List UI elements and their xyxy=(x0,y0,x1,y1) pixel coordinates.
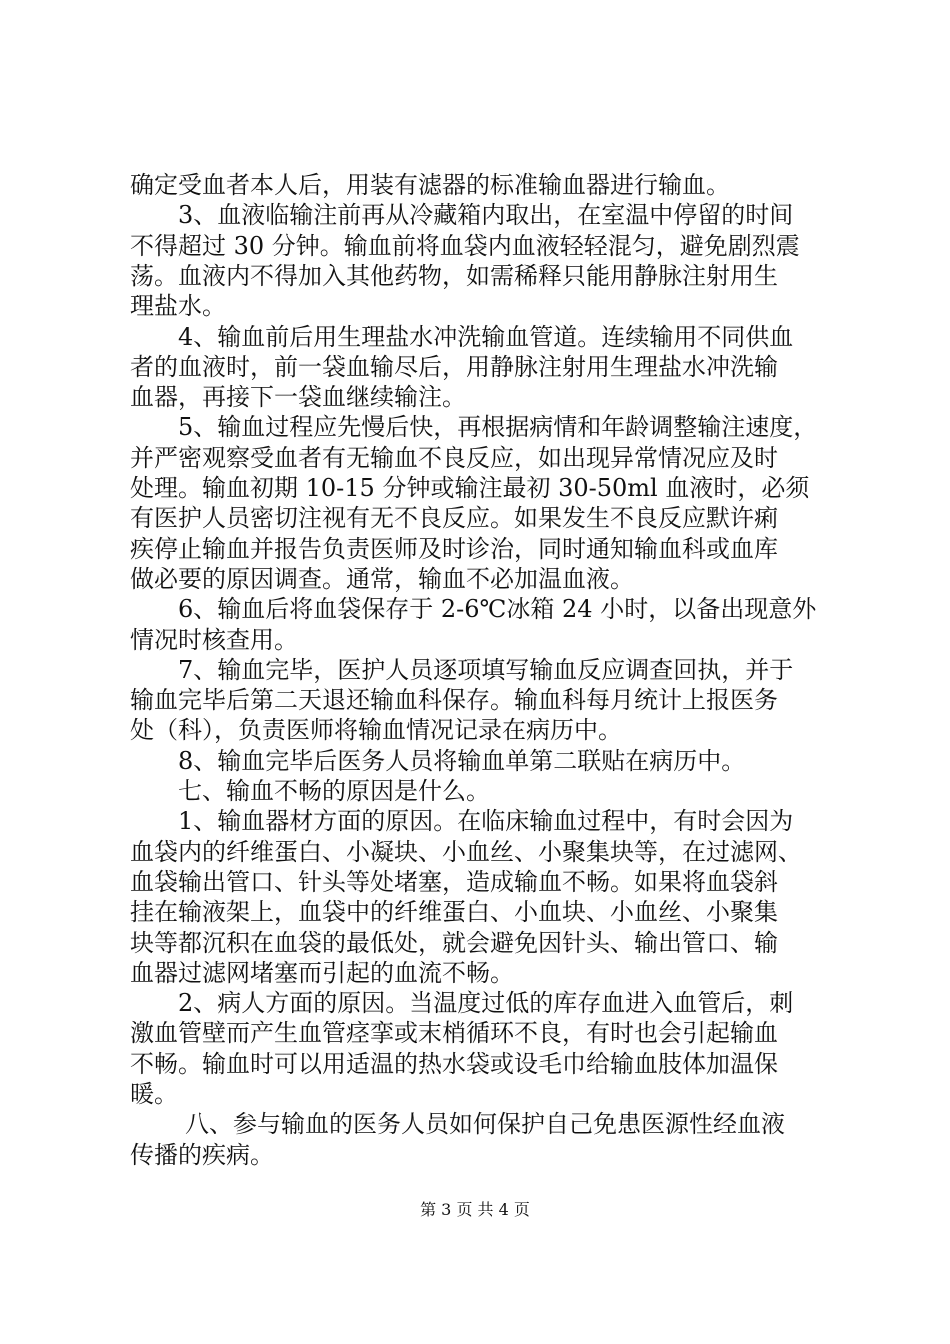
text-line: 荡。血液内不得加入其他药物，如需稀释只能用静脉注射用生 xyxy=(130,261,778,290)
text-line: 确定受血者本人后，用装有滤器的标准输血器进行输血。 xyxy=(130,171,730,199)
text-line: 块等都沉积在血袋的最低处，就会避免因针头、输出管口、输 xyxy=(130,928,778,957)
section-heading: 八、参与输血的医务人员如何保护自己免患医源性经血液 xyxy=(185,1110,785,1139)
text-line: 5、输血过程应先慢后快，再根据病情和年龄调整输注速度， xyxy=(178,413,818,442)
text-line: 1、输血器材方面的原因。在临床输血过程中，有时会因为 xyxy=(178,807,794,836)
text-line: 血袋内的纤维蛋白、小凝块、小血丝、小聚集块等，在过滤网、 xyxy=(130,837,802,866)
text-line: 理盐水。 xyxy=(130,292,226,321)
text-line: 血器过滤网堵塞而引起的血流不畅。 xyxy=(130,958,514,987)
text-line: 不畅。输血时可以用适温的热水袋或设毛巾给输血肢体加温保 xyxy=(130,1049,778,1078)
text-line: 6、输血后将血袋保存于 2-6℃冰箱 24 小时，以备出现意外 xyxy=(178,595,817,624)
text-line: 情况时核查用。 xyxy=(130,625,298,654)
text-line: 暖。 xyxy=(130,1080,178,1108)
text-line: 处（科），负责医师将输血情况记录在病历中。 xyxy=(130,716,622,745)
text-line: 挂在输液架上，血袋中的纤维蛋白、小血块、小血丝、小聚集 xyxy=(130,898,778,927)
text-line: 2、病人方面的原因。当温度过低的库存血进入血管后，刺 xyxy=(178,989,794,1018)
text-line: 8、输血完毕后医务人员将输血单第二联贴在病历中。 xyxy=(178,746,746,775)
text-line: 血器，再接下一袋血继续输注。 xyxy=(130,383,466,412)
text-line: 激血管壁而产生血管痉挛或末梢循环不良，有时也会引起输血 xyxy=(130,1019,778,1048)
text-line: 疾停止输血并报告负责医师及时诊治，同时通知输血科或血库 xyxy=(130,534,778,563)
text-line: 3、血液临输注前再从冷藏箱内取出，在室温中停留的时间 xyxy=(178,201,794,230)
text-line: 者的血液时，前一袋血输尽后，用静脉注射用生理盐水冲洗输 xyxy=(130,352,778,381)
section-heading: 七、输血不畅的原因是什么。 xyxy=(178,777,490,805)
text-line: 并严密观察受血者有无输血不良反应，如出现异常情况应及时 xyxy=(130,443,778,472)
text-line: 血袋输出管口、针头等处堵塞，造成输血不畅。如果将血袋斜 xyxy=(130,867,778,896)
text-line: 处理。输血初期 10-15 分钟或输注最初 30-50ml 血液时，必须 xyxy=(130,474,810,502)
text-line: 传播的疾病。 xyxy=(130,1140,274,1169)
text-line: 有医护人员密切注视有无不良反应。如果发生不良反应默许痢 xyxy=(130,504,778,533)
text-line: 不得超过 30 分钟。输血前将血袋内血液轻轻混匀，避免剧烈震 xyxy=(130,231,800,260)
text-line: 做必要的原因调查。通常，输血不必加温血液。 xyxy=(130,564,634,593)
text-line: 7、输血完毕，医护人员逐项填写输血反应调查回执，并于 xyxy=(178,655,794,684)
text-line: 4、输血前后用生理盐水冲洗输血管道。连续输用不同供血 xyxy=(178,322,794,351)
text-line: 输血完毕后第二天退还输血科保存。输血科每月统计上报医务 xyxy=(130,686,778,715)
page-footer: 第 3 页 共 4 页 xyxy=(420,1199,530,1219)
